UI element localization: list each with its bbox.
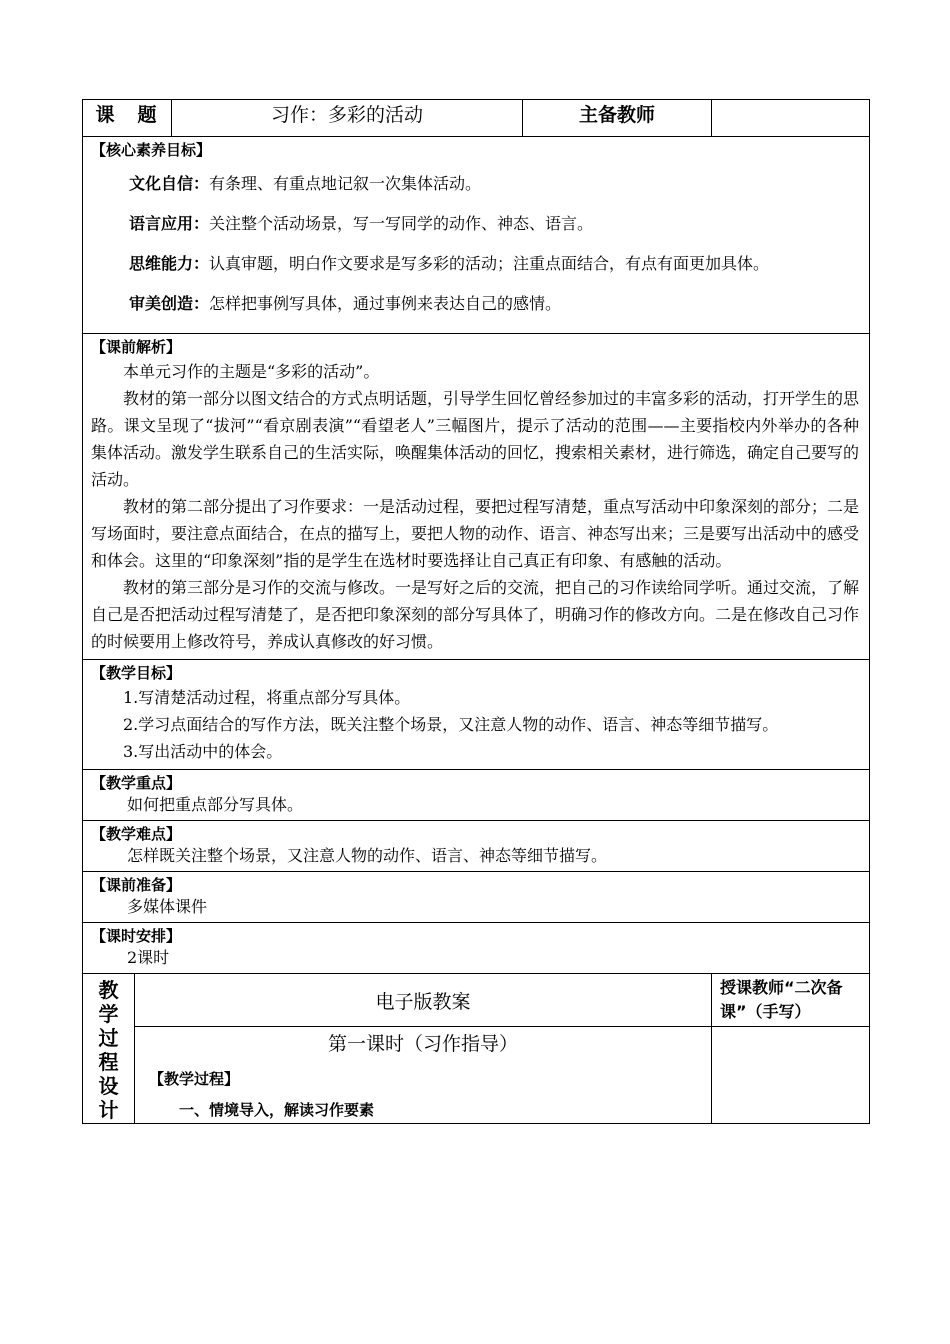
goal-label: 语言应用： — [129, 214, 210, 233]
analysis-heading: 【课前解析】 — [91, 338, 182, 356]
difficulty-text: 怎样既关注整个场景，又注意人物的动作、语言、神态等细节描写。 — [127, 846, 608, 865]
analysis-paragraph: 教材的第一部分以图文结合的方式点明话题，引导学生回忆曾经参加过的丰富多彩的活动，打开学生的思路。课文呈现了“拔河”“看京剧表演”“看望老人”三幅图片，提示了活动的范围——主要指校内外举办的各种集体活动。激发学生联系自己的生活实际，唤醒集体活动的回忆，搜索相关素材，进行筛选，确定自己要写的活动。 — [91, 389, 860, 489]
process-step-one: 一、情境导入，解读习作要素 — [179, 1101, 375, 1119]
analysis-paragraph: 教材的第三部分是习作的交流与修改。一是写好之后的交流，把自己的习作读给同学听。通过交流，了解自己是否把活动过程写清楚了，是否把印象深刻的部分写具体了，明确习作的修改方向。二是在修改自己习作的时候要用上修改符号，养成认真修改的好习惯。 — [91, 578, 860, 651]
topic-value: 习作：多彩的活动 — [172, 100, 523, 137]
preparation-text: 多媒体课件 — [127, 897, 208, 916]
teacher-value — [712, 100, 870, 137]
core-goals-heading: 【核心素养目标】 — [91, 141, 212, 159]
side-char: 计 — [98, 1098, 119, 1122]
middle-header: 电子版教案 — [135, 974, 712, 1027]
key-point-row — [83, 770, 870, 821]
difficulty-heading: 【教学难点】 — [91, 825, 182, 843]
preparation-heading: 【课前准备】 — [91, 876, 182, 894]
side-char: 过 — [98, 1026, 119, 1050]
process-side-label — [83, 974, 135, 1124]
goal-label: 审美创造： — [129, 294, 210, 313]
lesson-plan-page — [82, 99, 869, 1124]
analysis-paragraph: 本单元习作的主题是“多彩的活动”。 — [123, 362, 380, 381]
difficulty-row — [83, 821, 870, 872]
goal-label: 思维能力： — [129, 254, 210, 273]
handwritten-notes-area[interactable] — [712, 1027, 870, 1124]
header-row — [83, 100, 870, 137]
side-char: 设 — [98, 1074, 119, 1098]
topic-label: 课 题 — [83, 100, 172, 137]
goal-item — [91, 247, 859, 281]
objectives-heading: 【教学目标】 — [91, 664, 182, 682]
core-goals-row — [83, 137, 870, 334]
process-section-heading: 【教学过程】 — [149, 1070, 240, 1088]
teacher-label: 主备教师 — [523, 100, 712, 137]
goal-label: 文化自信： — [129, 174, 210, 193]
goal-text: 关注整个活动场景，写一写同学的动作、神态、语言。 — [209, 214, 594, 233]
goal-text: 认真审题，明白作文要求是写多彩的活动；注重点面结合，有点有面更加具体。 — [209, 254, 770, 273]
right-header: 授课教师“二次备课”（手写） — [712, 974, 870, 1027]
schedule-text: 2课时 — [127, 948, 170, 967]
schedule-row — [83, 923, 870, 974]
process-header-row — [83, 974, 870, 1027]
lesson-title: 第一课时（习作指导） — [328, 1033, 519, 1055]
side-char: 程 — [98, 1050, 119, 1074]
goal-item — [91, 167, 859, 201]
goal-text: 怎样把事例写具体，通过事例来表达自己的感情。 — [209, 294, 562, 313]
side-char: 教 — [98, 978, 119, 1002]
key-point-text: 如何把重点部分写具体。 — [127, 795, 304, 814]
objective-item: 3.写出活动中的体会。 — [123, 742, 283, 761]
side-char: 学 — [98, 1002, 119, 1026]
goal-text: 有条理、有重点地记叙一次集体活动。 — [209, 174, 482, 193]
key-point-heading: 【教学重点】 — [91, 774, 182, 792]
goal-item — [91, 207, 859, 241]
analysis-row — [83, 334, 870, 660]
lesson-plan-table — [82, 99, 870, 1124]
objectives-row — [83, 660, 870, 770]
analysis-paragraph: 教材的第二部分提出了习作要求：一是活动过程，要把过程写清楚，重点写活动中印象深刻的部分；二是写场面时，要注意点面结合，在点的描写上，要把人物的动作、语言、神态写出来；三是要写出活动中的感受和体会。这里的“印象深刻”指的是学生在选材时要选择让自己真正有印象、有感触的活动。 — [91, 497, 860, 570]
goal-item — [91, 287, 859, 321]
schedule-heading: 【课时安排】 — [91, 927, 182, 945]
objective-item: 2.学习点面结合的写作方法，既关注整个场景，又注意人物的动作、语言、神态等细节描写。 — [123, 715, 779, 734]
objective-item: 1.写清楚活动过程，将重点部分写具体。 — [123, 688, 411, 707]
preparation-row — [83, 872, 870, 923]
process-body-row — [83, 1027, 870, 1124]
